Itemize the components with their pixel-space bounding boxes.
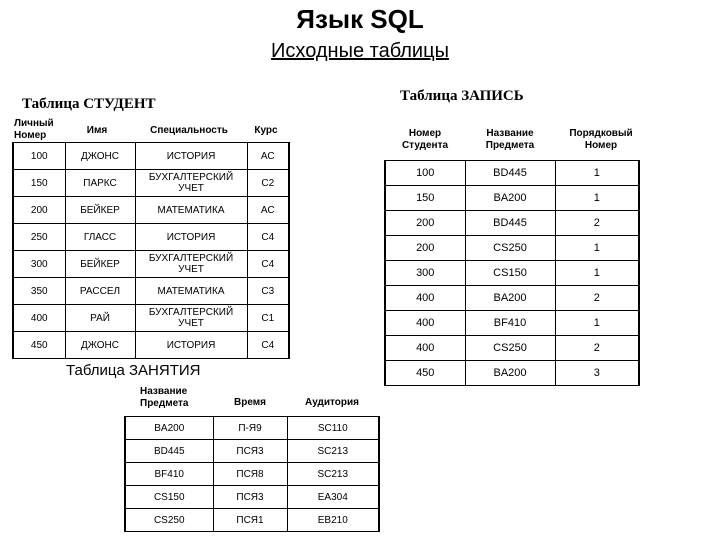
zapis-student-cell: 300 xyxy=(385,261,465,286)
student-spec-cell: ИСТОРИЯ xyxy=(135,143,247,170)
zanyatiya-time-cell: ПСЯ1 xyxy=(213,509,287,532)
zapis-subject-cell: BA200 xyxy=(465,286,555,311)
zapis-student-cell: 200 xyxy=(385,236,465,261)
table-row xyxy=(385,336,639,361)
student-table-caption: Таблица СТУДЕНТ xyxy=(22,96,156,112)
student-name-cell: РАЙ xyxy=(65,305,135,332)
student-spec-cell: ИСТОРИЯ xyxy=(135,224,247,251)
zapis-order-cell: 1 xyxy=(555,261,639,286)
zapis-subject-cell: BA200 xyxy=(465,361,555,386)
zapis-table-caption: Таблица ЗАПИСЬ xyxy=(400,88,524,104)
table-row xyxy=(385,186,639,211)
table-row xyxy=(125,486,379,509)
zanyatiya-time-cell: ПСЯ3 xyxy=(213,440,287,463)
zanyatiya-subject-cell: CS250 xyxy=(125,509,213,532)
zapis-col-order: Порядковый Номер xyxy=(569,128,633,151)
student-id-cell: 450 xyxy=(13,332,65,359)
zanyatiya-room-cell: EB210 xyxy=(287,509,379,532)
student-course-cell: С2 xyxy=(247,170,289,197)
zapis-student-cell: 200 xyxy=(385,211,465,236)
student-course-cell: С4 xyxy=(247,224,289,251)
zapis-order-cell: 2 xyxy=(555,211,639,236)
table-row xyxy=(13,197,289,224)
zapis-order-cell: 2 xyxy=(555,336,639,361)
zapis-student-cell: 400 xyxy=(385,336,465,361)
zanyatiya-subject-cell: BD445 xyxy=(125,440,213,463)
student-name-cell: БЕЙКЕР xyxy=(65,251,135,278)
student-col-course: Курс xyxy=(254,125,278,136)
table-row xyxy=(125,440,379,463)
student-col-name: Имя xyxy=(86,125,108,136)
zapis-subject-cell: CS250 xyxy=(465,236,555,261)
zapis-order-cell: 1 xyxy=(555,236,639,261)
table-row xyxy=(385,286,639,311)
student-col-id: Личный Номер xyxy=(14,118,54,141)
zanyatiya-subject-cell: BA200 xyxy=(125,417,213,440)
zapis-student-cell: 400 xyxy=(385,311,465,336)
zanyatiya-subject-cell: CS150 xyxy=(125,486,213,509)
zanyatiya-room-cell: EA304 xyxy=(287,486,379,509)
student-course-cell: С3 xyxy=(247,278,289,305)
table-row xyxy=(13,170,289,197)
student-spec-cell: БУХГАЛТЕРСКИЙ УЧЕТ xyxy=(135,170,247,197)
zapis-order-cell: 3 xyxy=(555,361,639,386)
table-row xyxy=(13,278,289,305)
zapis-subject-cell: BA200 xyxy=(465,186,555,211)
zapis-col-subject: Название Предмета xyxy=(485,128,535,151)
zapis-subject-cell: BD445 xyxy=(465,211,555,236)
student-course-cell: С4 xyxy=(247,332,289,359)
zanyatiya-table xyxy=(124,416,380,532)
student-id-cell: 400 xyxy=(13,305,65,332)
zapis-order-cell: 1 xyxy=(555,311,639,336)
student-id-cell: 100 xyxy=(13,143,65,170)
student-course-cell: С4 xyxy=(247,251,289,278)
student-col-spec: Специальность xyxy=(150,125,228,136)
table-row xyxy=(125,463,379,486)
student-name-cell: РАССЕЛ xyxy=(65,278,135,305)
student-table xyxy=(12,142,290,359)
table-row xyxy=(13,224,289,251)
student-name-cell: ПАРКС xyxy=(65,170,135,197)
page-title: Язык SQL xyxy=(296,4,424,34)
table-row xyxy=(385,261,639,286)
table-row xyxy=(13,305,289,332)
zanyatiya-col-subject: Название Предмета xyxy=(140,386,189,409)
table-row xyxy=(13,251,289,278)
zapis-student-cell: 450 xyxy=(385,361,465,386)
zapis-subject-cell: CS150 xyxy=(465,261,555,286)
table-row xyxy=(385,161,639,186)
table-row xyxy=(385,236,639,261)
table-row xyxy=(125,509,379,532)
zanyatiya-time-cell: П-Я9 xyxy=(213,417,287,440)
zapis-student-cell: 150 xyxy=(385,186,465,211)
page-subtitle: Исходные таблицы xyxy=(271,40,449,62)
student-spec-cell: МАТЕМАТИКА xyxy=(135,278,247,305)
zapis-order-cell: 1 xyxy=(555,161,639,186)
zapis-col-student: Номер Студента xyxy=(401,128,449,151)
zanyatiya-col-time: Время xyxy=(234,397,266,408)
student-name-cell: ГЛАСС xyxy=(65,224,135,251)
zanyatiya-table-caption: Таблица ЗАНЯТИЯ xyxy=(66,362,201,379)
student-id-cell: 300 xyxy=(13,251,65,278)
student-id-cell: 200 xyxy=(13,197,65,224)
table-row xyxy=(13,143,289,170)
table-row xyxy=(13,332,289,359)
zapis-table xyxy=(384,160,640,386)
student-id-cell: 150 xyxy=(13,170,65,197)
table-row xyxy=(385,311,639,336)
zapis-student-cell: 400 xyxy=(385,286,465,311)
student-spec-cell: БУХГАЛТЕРСКИЙ УЧЕТ xyxy=(135,251,247,278)
student-course-cell: С1 xyxy=(247,305,289,332)
student-spec-cell: БУХГАЛТЕРСКИЙ УЧЕТ xyxy=(135,305,247,332)
zanyatiya-time-cell: ПСЯ3 xyxy=(213,486,287,509)
student-id-cell: 250 xyxy=(13,224,65,251)
table-row xyxy=(125,417,379,440)
zanyatiya-col-room: Аудитория xyxy=(305,397,359,408)
zapis-subject-cell: BD445 xyxy=(465,161,555,186)
student-spec-cell: ИСТОРИЯ xyxy=(135,332,247,359)
student-spec-cell: МАТЕМАТИКА xyxy=(135,197,247,224)
table-row xyxy=(385,361,639,386)
zapis-subject-cell: CS250 xyxy=(465,336,555,361)
zanyatiya-room-cell: SC213 xyxy=(287,463,379,486)
zapis-subject-cell: BF410 xyxy=(465,311,555,336)
student-course-cell: АС xyxy=(247,197,289,224)
student-id-cell: 350 xyxy=(13,278,65,305)
zanyatiya-time-cell: ПСЯ8 xyxy=(213,463,287,486)
zapis-order-cell: 2 xyxy=(555,286,639,311)
table-row xyxy=(385,211,639,236)
student-name-cell: БЕЙКЕР xyxy=(65,197,135,224)
zapis-student-cell: 100 xyxy=(385,161,465,186)
student-course-cell: АС xyxy=(247,143,289,170)
student-name-cell: ДЖОНС xyxy=(65,332,135,359)
student-name-cell: ДЖОНС xyxy=(65,143,135,170)
zanyatiya-room-cell: SC110 xyxy=(287,417,379,440)
zanyatiya-subject-cell: BF410 xyxy=(125,463,213,486)
zapis-order-cell: 1 xyxy=(555,186,639,211)
zanyatiya-room-cell: SC213 xyxy=(287,440,379,463)
